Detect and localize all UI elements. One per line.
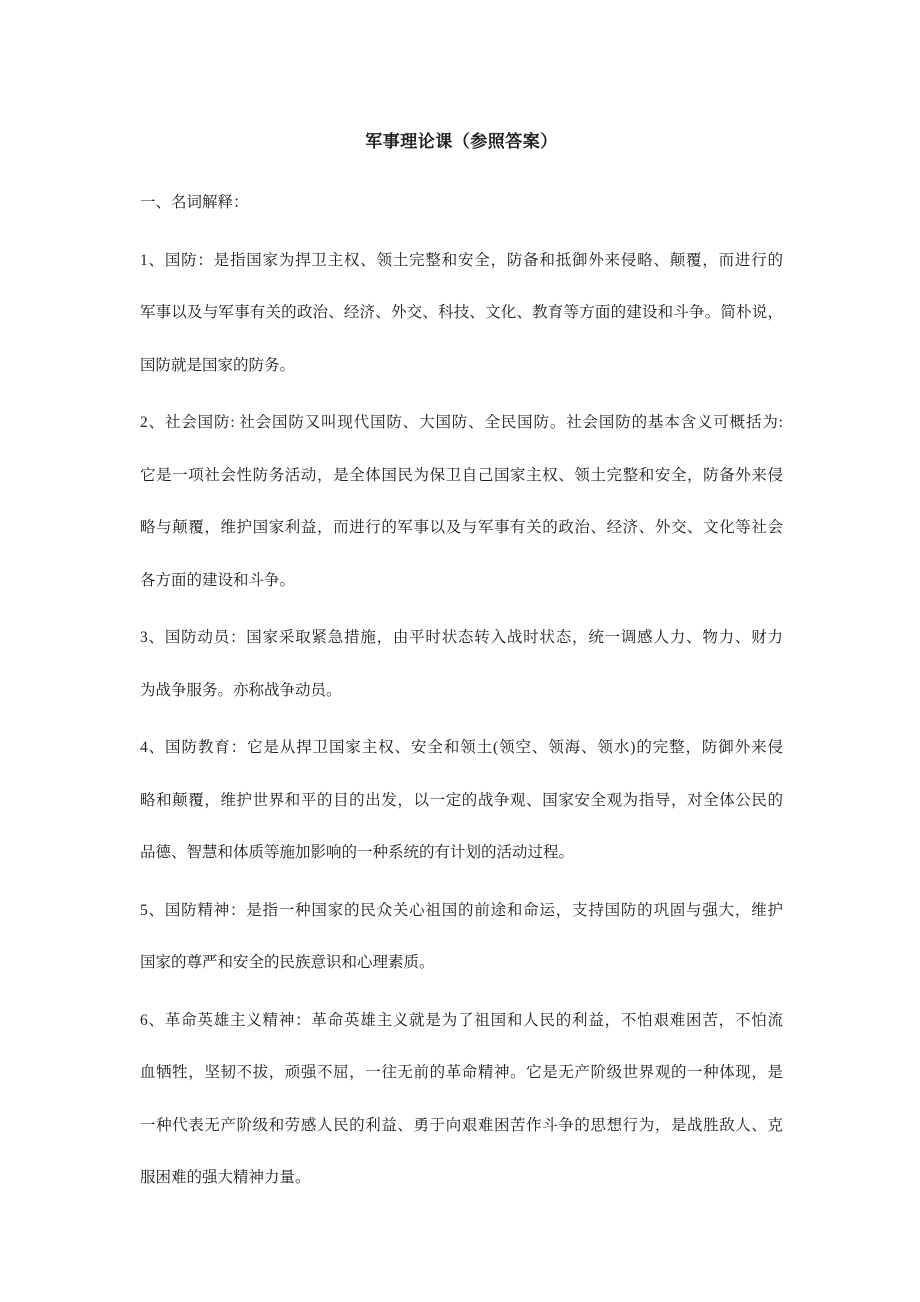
document-title: 军事理论课（参照答案） — [365, 132, 558, 151]
text-line: 5、国防精神：是指一种国家的民众关心祖国的前途和命运，支持国防的巩固与强大，维护 — [140, 901, 783, 919]
text-line: 6、革命英雄主义精神：革命英雄主义就是为了祖国和人民的利益，不怕艰难困苦，不怕流 — [140, 1011, 783, 1029]
text-line: 血牺牲，坚韧不拔，顽强不屈，一往无前的革命精神。它是无产阶级世界观的一种体现，是 — [140, 1064, 783, 1081]
text-line: 国家的尊严和安全的民族意识和心理素质。 — [140, 954, 435, 971]
text-line: 略和颠覆，维护世界和平的目的出发，以一定的战争观、国家安全观为指导，对全体公民的 — [140, 791, 783, 809]
definition-paragraph — [140, 995, 783, 1205]
text-line: 它是一项社会性防务活动，是全体国民为保卫自己国家主权、领土完整和安全，防备外来侵 — [140, 466, 783, 484]
definition-paragraph — [140, 722, 783, 880]
text-line: 服困难的强大精神力量。 — [140, 1169, 311, 1186]
text-line: 品德、智慧和体质等施加影响的一种系统的有计划的活动过程。 — [140, 844, 575, 861]
text-line: 2、社会国防: 社会国防又叫现代国防、大国防、全民国防。社会国防的基本含义可概括为: — [140, 414, 783, 431]
text-line: 一种代表无产阶级和劳感人民的利益、勇于向艰难困苦作斗争的思想行为，是战胜敌人、克 — [140, 1116, 783, 1134]
definition-paragraph — [140, 612, 783, 717]
text-line: 3、国防动员：国家采取紧急措施，由平时状态转入战时状态，统一调感人力、物力、财力 — [140, 629, 783, 646]
text-line: 各方面的建设和斗争。 — [140, 571, 296, 589]
definition-paragraph — [140, 235, 783, 393]
text-line: 国防就是国家的防务。 — [140, 356, 296, 374]
text-line: 略与颠覆，维护国家利益，而进行的军事以及与军事有关的政治、经济、外交、文化等社会 — [140, 519, 783, 536]
text-line: 军事以及与军事有关的政治、经济、外交、科技、文化、教育等方面的建设和斗争。简朴说， — [140, 304, 783, 321]
definition-paragraph — [140, 397, 783, 607]
text-line: 为战争服务。亦称战争动员。 — [140, 681, 342, 699]
section-heading: 一、名词解释： — [140, 194, 249, 211]
definitions-list — [140, 235, 783, 1205]
text-line: 4、国防教育：它是从捍卫国家主权、安全和领土(领空、领海、领水)的完整，防御外来侵 — [140, 739, 783, 756]
text-line: 1、国防：是指国家为捍卫主权、领土完整和安全，防备和抵御外来侵略、颠覆，而进行的 — [140, 251, 783, 269]
definition-paragraph — [140, 885, 783, 990]
